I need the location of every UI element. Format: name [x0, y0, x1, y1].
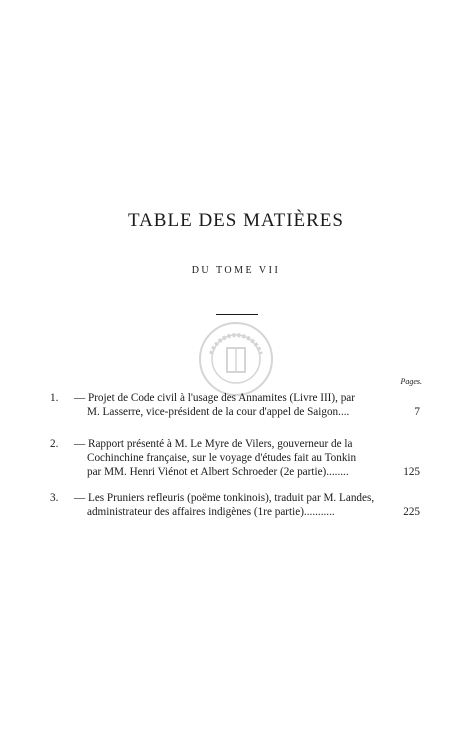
entry-text-line: par MM. Henri Viénot et Albert Schroeder (2e partie)........ [87, 466, 349, 478]
entry-page-number: 225 [403, 506, 420, 518]
entry-number: 2. [50, 438, 59, 450]
entry-number: 1. [50, 392, 59, 404]
entry-text-line: — Les Pruniers refleuris (poëme tonkinois), traduit par M. Landes, [74, 492, 375, 504]
page-title: TABLE DES MATIÈRES [128, 210, 344, 231]
entry-text-line: M. Lasserre, vice-président de la cour d'appel de Saigon.... [87, 406, 350, 418]
pages-column-label: Pages. [400, 377, 422, 386]
entry-text-line: — Rapport présenté à M. Le Myre de Vilers, gouverneur de la [74, 438, 353, 450]
toc-entry [50, 391, 420, 419]
entry-page-number: 125 [403, 466, 420, 478]
toc-entry [50, 437, 420, 479]
library-stamp-icon [197, 320, 275, 398]
entry-text-line: administrateur des affaires indigènes (1re partie)........... [87, 506, 335, 518]
entry-number: 3. [50, 492, 59, 504]
entry-text-line: Cochinchine française, sur le voyage d'études fait au Tonkin [87, 452, 357, 464]
divider-rule [216, 314, 258, 315]
volume-subtitle: DU TOME VII [191, 265, 281, 276]
entry-page-number: 7 [414, 406, 420, 418]
toc-entry [50, 491, 420, 519]
entry-text-line: — Projet de Code civil à l'usage des Annamites (Livre III), par [74, 392, 355, 404]
